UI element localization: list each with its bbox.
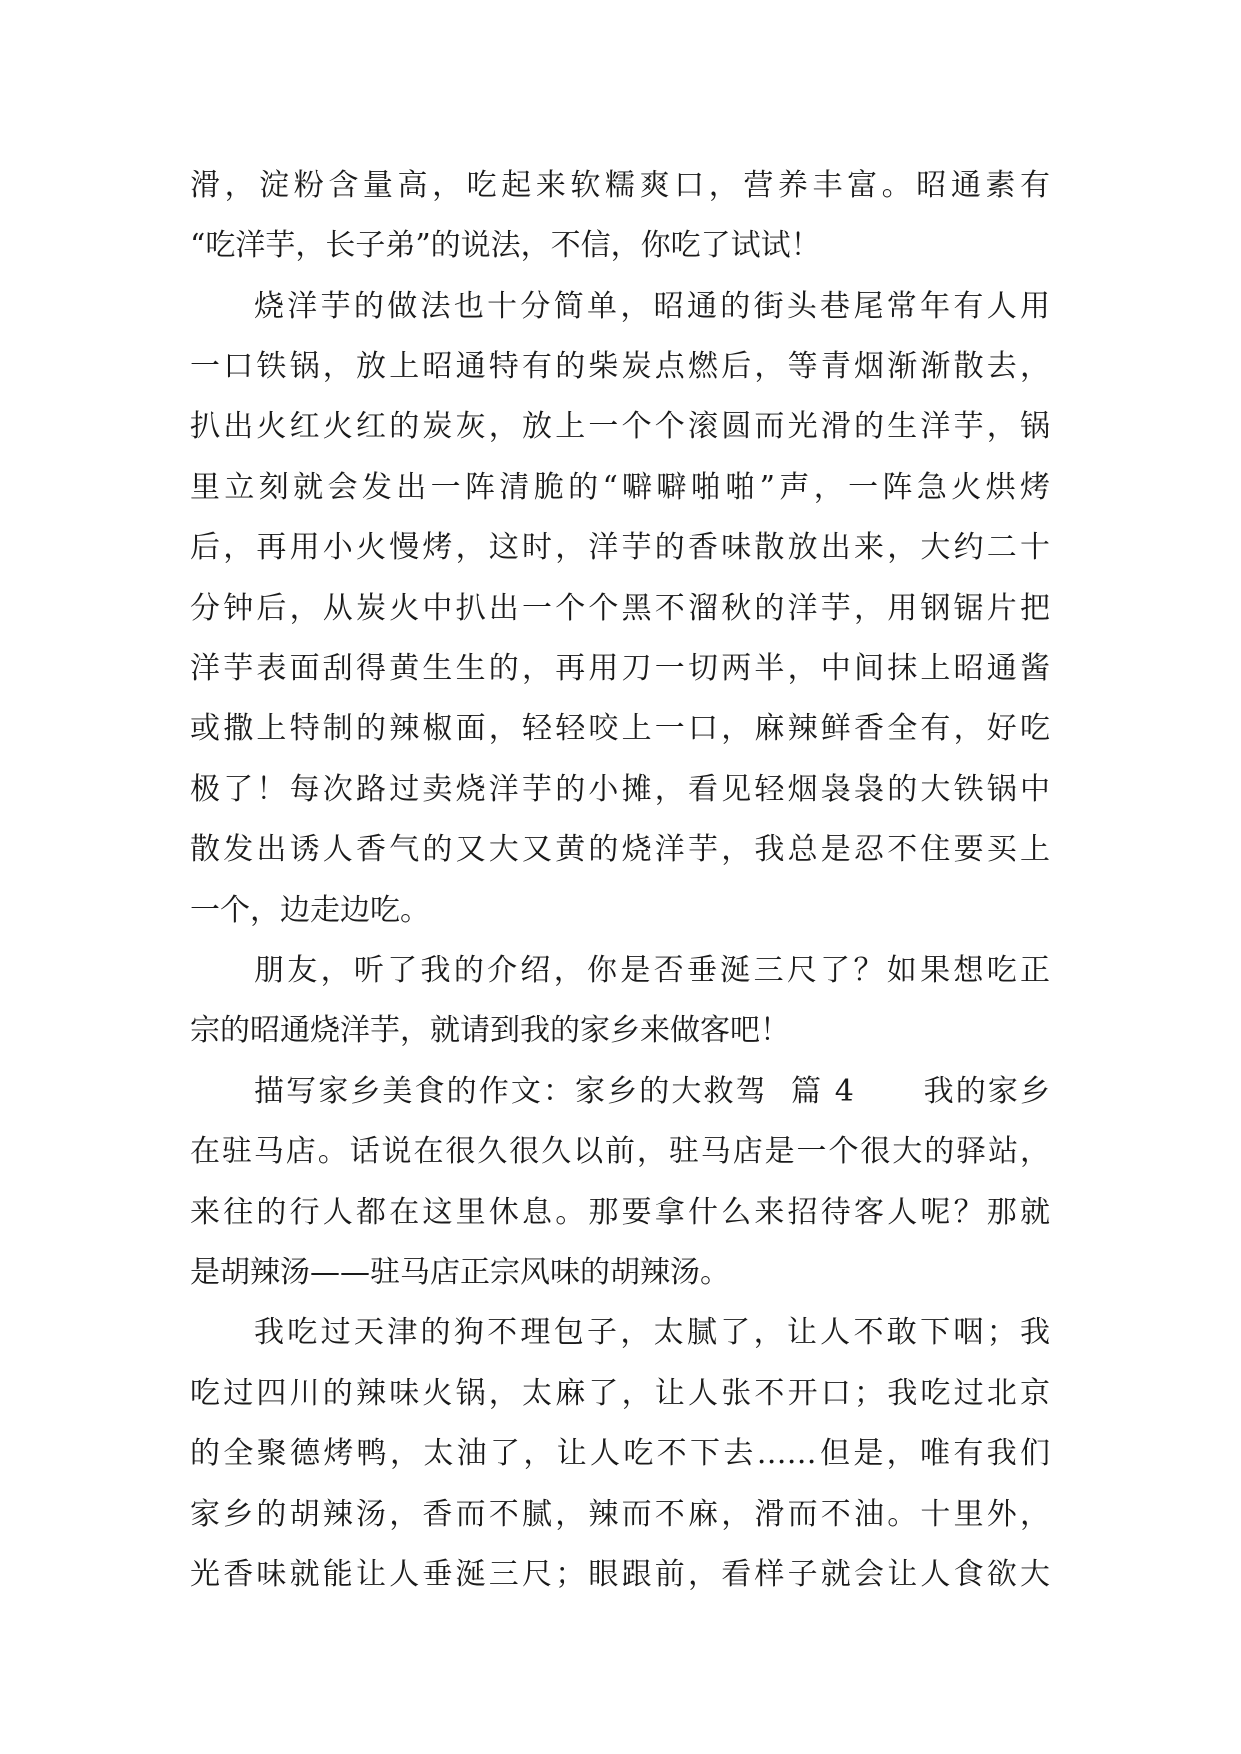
text-line: 烧洋芋的做法也十分简单，昭通的街头巷尾常年有人用 [254, 289, 1050, 324]
text-line: 在驻马店。话说在很久很久以前，驻马店是一个很大的驿站， [190, 1134, 1050, 1169]
text-line: 极了！每次路过卖烧洋芋的小摊，看见轻烟袅袅的大铁锅中 [190, 772, 1050, 807]
text-line: 我吃过天津的狗不理包子，太腻了，让人不敢下咽；我 [254, 1315, 1050, 1350]
text-line: 或撒上特制的辣椒面，轻轻咬上一口，麻辣鲜香全有，好吃 [190, 711, 1050, 746]
text-line: 家乡的胡辣汤，香而不腻，辣而不麻，滑而不油。十里外， [190, 1497, 1050, 1532]
text-line: 一口铁锅，放上昭通特有的柴炭点燃后，等青烟渐渐散去， [190, 349, 1050, 384]
text-line: 吃过四川的辣味火锅，太麻了，让人张不开口；我吃过北京 [190, 1376, 1050, 1411]
text-line: 的全聚德烤鸭，太油了，让人吃不下去……但是，唯有我们 [190, 1436, 1050, 1471]
text-line: 宗的昭通烧洋芋，就请到我的家乡来做客吧！ [190, 1013, 790, 1048]
text-line: 后，再用小火慢烤，这时，洋芋的香味散放出来，大约二十 [190, 530, 1050, 565]
text-line: 朋友，听了我的介绍，你是否垂涎三尺了？如果想吃正 [254, 953, 1050, 988]
text-line: 洋芋表面刮得黄生生的，再用刀一切两半，中间抹上昭通酱 [190, 651, 1050, 686]
section-heading-line: 描写家乡美食的作文：家乡的大救驾 篇 4 我的家乡 [254, 1074, 1050, 1109]
text-line: 里立刻就会发出一阵清脆的“噼噼啪啪”声，一阵急火烘烤 [190, 470, 1050, 505]
text-line: 散发出诱人香气的又大又黄的烧洋芋，我总是忍不住要买上 [190, 832, 1050, 867]
text-line: 是胡辣汤——驻马店正宗风味的胡辣汤。 [190, 1255, 730, 1290]
text-line: 扒出火红火红的炭灰，放上一个个滚圆而光滑的生洋芋，锅 [190, 409, 1050, 444]
text-line: “吃洋芋，长子弟”的说法，不信，你吃了试试！ [190, 228, 821, 263]
text-line: 分钟后，从炭火中扒出一个个黑不溜秋的洋芋，用钢锯片把 [190, 591, 1050, 626]
text-line: 光香味就能让人垂涎三尺；眼跟前，看样子就会让人食欲大 [190, 1557, 1050, 1592]
text-line: 滑，淀粉含量高，吃起来软糯爽口，营养丰富。昭通素有 [190, 168, 1050, 203]
text-line: 来往的行人都在这里休息。那要拿什么来招待客人呢？那就 [190, 1195, 1050, 1230]
text-line: 一个，边走边吃。 [190, 893, 430, 928]
